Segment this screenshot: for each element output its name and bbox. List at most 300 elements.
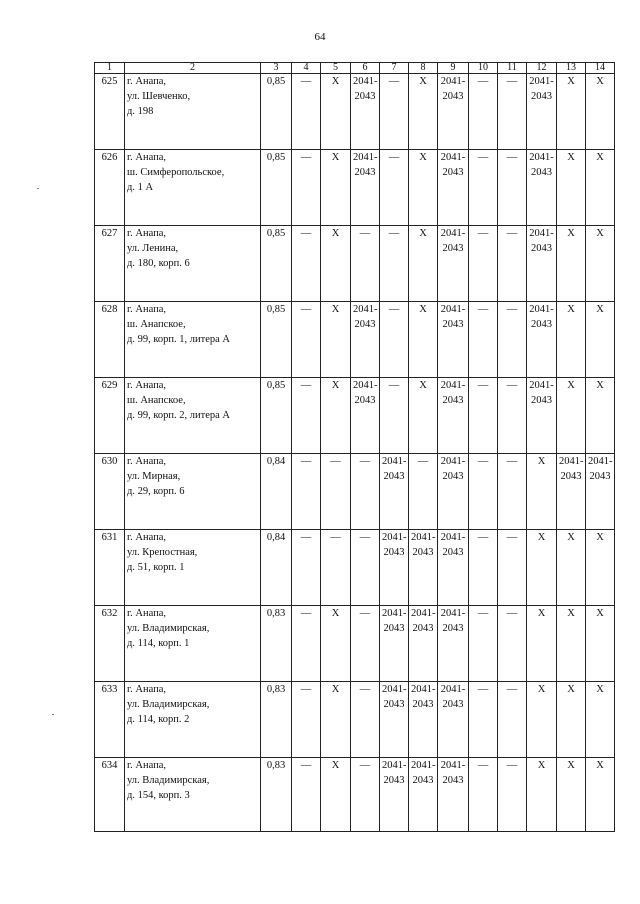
period-cell [498, 758, 527, 832]
address-line: ш. Симферопольское, [127, 167, 225, 178]
cell-line: — [477, 228, 489, 239]
cell-line: — [300, 228, 312, 239]
period-cell [586, 226, 615, 302]
address-line: г. Анапа, [127, 380, 167, 391]
period-cell [321, 758, 351, 832]
address-line: г. Анапа, [127, 532, 167, 543]
period-cell [557, 606, 586, 682]
cell-line: 2043 [354, 167, 376, 178]
cell-line: 2041- [529, 76, 554, 87]
cell-line: Х [419, 228, 427, 239]
cell-line: — [477, 304, 489, 315]
cell-line: 2043 [383, 547, 405, 558]
row-number: 634 [95, 758, 125, 832]
table-row [95, 302, 615, 378]
cell-line: — [330, 456, 341, 467]
cell-line: 2041- [588, 456, 613, 467]
period-cell [409, 226, 438, 302]
coefficient-cell: 0,85 [261, 378, 292, 454]
cell-line: Х [596, 152, 604, 163]
period-cell [380, 302, 409, 378]
period-cell [351, 226, 380, 302]
period-cell [498, 682, 527, 758]
period-cell [292, 226, 321, 302]
cell-line: — [417, 456, 429, 467]
cell-line: — [506, 152, 518, 163]
period-cell [586, 606, 615, 682]
period-cell [380, 150, 409, 226]
period-cell [527, 226, 557, 302]
period-cell [438, 454, 469, 530]
period-cell [321, 378, 351, 454]
cell-line: 2043 [383, 623, 405, 634]
cell-line: Х [537, 456, 546, 467]
column-header: 11 [498, 63, 527, 74]
cell-line: Х [567, 608, 575, 619]
period-cell [380, 758, 409, 832]
cell-line: Х [331, 608, 340, 619]
cell-line: Х [419, 304, 427, 315]
period-cell [469, 150, 498, 226]
period-cell [527, 606, 557, 682]
cell-line: 2043 [531, 243, 552, 254]
period-cell [586, 378, 615, 454]
address-line: д. 99, корп. 2, литера А [127, 410, 231, 421]
period-cell [351, 74, 380, 150]
column-header: 14 [586, 63, 615, 74]
period-cell [292, 150, 321, 226]
cell-line: — [300, 608, 312, 619]
cell-line: — [359, 760, 371, 771]
period-cell [498, 606, 527, 682]
coefficient-cell: 0,84 [261, 454, 292, 530]
cell-line: 2043 [412, 547, 434, 558]
period-cell [527, 530, 557, 606]
period-cell [498, 454, 527, 530]
period-cell [498, 150, 527, 226]
period-cell [351, 758, 380, 832]
cell-line: 2041- [529, 152, 554, 163]
cell-line: 2041- [411, 684, 436, 695]
column-header: 4 [292, 63, 321, 74]
cell-line: — [506, 228, 518, 239]
period-cell [557, 454, 586, 530]
column-header: 6 [351, 63, 380, 74]
cell-line: — [300, 456, 312, 467]
period-cell [438, 758, 469, 832]
period-cell [498, 530, 527, 606]
address-line: д. 114, корп. 1 [127, 638, 190, 649]
period-cell [498, 378, 527, 454]
cell-line: 2043 [412, 775, 434, 786]
period-cell [469, 606, 498, 682]
period-cell [380, 454, 409, 530]
period-cell [351, 454, 380, 530]
period-cell [409, 454, 438, 530]
cell-line: 2041- [440, 76, 466, 87]
cell-line: — [388, 304, 400, 315]
cell-line: 2041- [440, 760, 466, 771]
period-cell [586, 758, 615, 832]
column-header: 7 [380, 63, 409, 74]
cell-line: Х [331, 228, 340, 239]
cell-line: 2041- [382, 456, 407, 467]
period-cell [321, 682, 351, 758]
cell-line: — [300, 152, 312, 163]
period-cell [321, 74, 351, 150]
period-cell [438, 682, 469, 758]
period-cell [527, 150, 557, 226]
cell-line: 2043 [442, 623, 464, 634]
cell-line: 2041- [529, 228, 554, 239]
period-cell [351, 378, 380, 454]
period-cell [557, 758, 586, 832]
period-cell [292, 530, 321, 606]
column-header: 9 [438, 63, 469, 74]
cell-line: — [300, 76, 312, 87]
cell-line: Х [419, 76, 427, 87]
cell-line: 2043 [354, 91, 376, 102]
cell-line: — [506, 76, 518, 87]
period-cell [321, 150, 351, 226]
period-cell [380, 530, 409, 606]
address-line: г. Анапа, [127, 608, 167, 619]
period-cell [438, 74, 469, 150]
address-cell [125, 758, 261, 832]
row-number: 630 [95, 454, 125, 530]
address-cell [125, 150, 261, 226]
address-line: ш. Анапское, [127, 395, 186, 406]
period-cell [527, 758, 557, 832]
period-cell [351, 150, 380, 226]
cell-line: Х [537, 760, 546, 771]
address-cell [125, 682, 261, 758]
address-line: д. 114, корп. 2 [127, 714, 190, 725]
cell-line: Х [567, 228, 575, 239]
address-line: ул. Владимирская, [127, 699, 210, 710]
cell-line: — [388, 228, 400, 239]
data-table [94, 62, 615, 832]
period-cell [409, 758, 438, 832]
address-cell [125, 302, 261, 378]
address-cell [125, 226, 261, 302]
cell-line: 2041- [382, 684, 407, 695]
cell-line: 2041- [382, 608, 407, 619]
cell-line: 2041- [411, 608, 436, 619]
address-line: г. Анапа, [127, 228, 167, 239]
row-number: 633 [95, 682, 125, 758]
address-cell [125, 530, 261, 606]
cell-line: Х [596, 532, 604, 543]
cell-line: — [506, 304, 518, 315]
column-header: 1 [95, 63, 125, 74]
cell-line: 2041- [440, 228, 466, 239]
address-line: ул. Мирная, [127, 471, 181, 482]
cell-line: — [477, 684, 489, 695]
cell-line: — [477, 608, 489, 619]
address-line: д. 29, корп. 6 [127, 486, 185, 497]
period-cell [292, 454, 321, 530]
period-cell [438, 150, 469, 226]
cell-line: Х [596, 760, 604, 771]
period-cell [292, 74, 321, 150]
period-cell [409, 150, 438, 226]
column-header: 8 [409, 63, 438, 74]
cell-line: — [300, 380, 312, 391]
table-header [95, 63, 615, 74]
cell-line: — [477, 456, 489, 467]
cell-line: Х [537, 608, 546, 619]
cell-line: Х [567, 532, 575, 543]
address-line: ул. Владимирская, [127, 623, 210, 634]
period-cell [557, 226, 586, 302]
period-cell [527, 302, 557, 378]
period-cell [380, 74, 409, 150]
cell-line: Х [331, 760, 340, 771]
period-cell [321, 454, 351, 530]
address-cell [125, 454, 261, 530]
cell-line: 2041- [440, 456, 466, 467]
cell-line: Х [537, 532, 546, 543]
row-number: 626 [95, 150, 125, 226]
cell-line: 2043 [531, 319, 552, 330]
cell-line: — [477, 76, 489, 87]
cell-line: 2043 [383, 699, 405, 710]
page-number: 64 [314, 31, 326, 43]
table-row [95, 530, 615, 606]
period-cell [292, 302, 321, 378]
address-line: д. 198 [127, 106, 154, 117]
cell-line: 2043 [442, 547, 464, 558]
cell-line: 2041- [440, 380, 466, 391]
cell-line: Х [331, 380, 340, 391]
cell-line: 2041- [440, 304, 466, 315]
period-cell [409, 606, 438, 682]
column-header: 12 [527, 63, 557, 74]
cell-line: 2043 [442, 319, 464, 330]
column-header: 10 [469, 63, 498, 74]
cell-line: Х [419, 380, 427, 391]
cell-line: Х [331, 304, 340, 315]
address-line: ул. Шевченко, [127, 91, 191, 102]
cell-line: — [359, 532, 371, 543]
cell-line: 2043 [442, 395, 464, 406]
column-header: 13 [557, 63, 586, 74]
cell-line: 2043 [531, 91, 552, 102]
row-number: 628 [95, 302, 125, 378]
cell-line: 2041- [411, 760, 436, 771]
cell-line: 2041- [440, 608, 466, 619]
cell-line: Х [567, 76, 575, 87]
cell-line: — [388, 76, 400, 87]
row-number: 632 [95, 606, 125, 682]
period-cell [409, 682, 438, 758]
cell-line: — [477, 532, 489, 543]
cell-line: 2041- [382, 760, 407, 771]
cell-line: Х [331, 684, 340, 695]
address-line: г. Анапа, [127, 760, 167, 771]
cell-line: 2043 [442, 243, 464, 254]
cell-line: — [506, 532, 518, 543]
address-line: д. 99, корп. 1, литера А [127, 334, 231, 345]
period-cell [527, 454, 557, 530]
period-cell [557, 150, 586, 226]
cell-line: Х [567, 304, 575, 315]
period-cell [380, 226, 409, 302]
period-cell [498, 226, 527, 302]
cell-line: Х [596, 228, 604, 239]
coefficient-cell: 0,84 [261, 530, 292, 606]
cell-line: — [359, 608, 371, 619]
cell-line: 2043 [442, 91, 464, 102]
coefficient-cell: 0,83 [261, 682, 292, 758]
table-row [95, 606, 615, 682]
cell-line: — [388, 152, 400, 163]
cell-line: 2041- [440, 684, 466, 695]
period-cell [557, 530, 586, 606]
address-line: ул. Ленина, [127, 243, 179, 254]
period-cell [527, 74, 557, 150]
period-cell [409, 302, 438, 378]
period-cell [351, 530, 380, 606]
cell-line: 2043 [354, 395, 376, 406]
cell-line: 2041- [440, 152, 466, 163]
period-cell [380, 606, 409, 682]
period-cell [469, 378, 498, 454]
period-cell [292, 682, 321, 758]
address-cell [125, 74, 261, 150]
cell-line: Х [419, 152, 427, 163]
period-cell [557, 682, 586, 758]
period-cell [351, 682, 380, 758]
cell-line: 2041- [559, 456, 584, 467]
cell-line: Х [567, 760, 575, 771]
cell-line: — [300, 304, 312, 315]
period-cell [321, 226, 351, 302]
column-header: 2 [125, 63, 261, 74]
table-row [95, 758, 615, 832]
table-body [95, 74, 615, 832]
period-cell [438, 378, 469, 454]
cell-line: 2041- [529, 304, 554, 315]
address-line: г. Анапа, [127, 304, 167, 315]
period-cell [586, 682, 615, 758]
period-cell [557, 74, 586, 150]
address-line: ул. Крепостная, [127, 547, 198, 558]
period-cell [527, 682, 557, 758]
address-line: г. Анапа, [127, 684, 167, 695]
scan-speck [52, 714, 54, 715]
cell-line: — [359, 684, 371, 695]
cell-line: 2043 [442, 167, 464, 178]
period-cell [292, 606, 321, 682]
cell-line: 2041- [529, 380, 554, 391]
address-line: г. Анапа, [127, 76, 167, 87]
period-cell [469, 454, 498, 530]
cell-line: — [300, 760, 312, 771]
cell-line: — [477, 380, 489, 391]
address-line: д. 154, корп. 3 [127, 790, 190, 801]
address-line: д. 1 А [127, 182, 154, 193]
column-header: 5 [321, 63, 351, 74]
cell-line: 2043 [589, 471, 611, 482]
cell-line: Х [567, 380, 575, 391]
cell-line: Х [596, 76, 604, 87]
cell-line: — [506, 760, 518, 771]
cell-line: 2043 [531, 167, 552, 178]
period-cell [498, 302, 527, 378]
cell-line: 2041- [353, 152, 378, 163]
period-cell [380, 378, 409, 454]
table-row [95, 454, 615, 530]
cell-line: Х [537, 684, 546, 695]
header-row [95, 63, 615, 74]
cell-line: Х [331, 76, 340, 87]
period-cell [557, 378, 586, 454]
scan-speck [37, 188, 39, 189]
row-number: 629 [95, 378, 125, 454]
cell-line: 2043 [531, 395, 552, 406]
column-header: 3 [261, 63, 292, 74]
cell-line: 2043 [442, 471, 464, 482]
period-cell [527, 378, 557, 454]
cell-line: Х [596, 380, 604, 391]
period-cell [438, 226, 469, 302]
cell-line: — [359, 456, 371, 467]
cell-line: 2041- [382, 532, 407, 543]
period-cell [438, 530, 469, 606]
address-line: д. 51, корп. 1 [127, 562, 185, 573]
cell-line: 2041- [353, 380, 378, 391]
coefficient-cell: 0,85 [261, 150, 292, 226]
cell-line: — [506, 456, 518, 467]
row-number: 627 [95, 226, 125, 302]
period-cell [586, 530, 615, 606]
cell-line: 2041- [353, 304, 378, 315]
cell-line: — [300, 684, 312, 695]
address-line: г. Анапа, [127, 456, 167, 467]
cell-line: 2043 [354, 319, 376, 330]
period-cell [321, 302, 351, 378]
period-cell [469, 302, 498, 378]
cell-line: 2041- [353, 76, 378, 87]
cell-line: — [300, 532, 312, 543]
table-row [95, 682, 615, 758]
period-cell [409, 378, 438, 454]
period-cell [321, 606, 351, 682]
cell-line: 2043 [383, 775, 405, 786]
cell-line: Х [331, 152, 340, 163]
period-cell [498, 74, 527, 150]
coefficient-cell: 0,83 [261, 758, 292, 832]
period-cell [438, 302, 469, 378]
cell-line: Х [596, 684, 604, 695]
cell-line: Х [596, 304, 604, 315]
cell-line: — [477, 760, 489, 771]
period-cell [469, 758, 498, 832]
period-cell [469, 530, 498, 606]
period-cell [586, 454, 615, 530]
cell-line: — [388, 380, 400, 391]
cell-line: — [477, 152, 489, 163]
period-cell [409, 530, 438, 606]
period-cell [292, 758, 321, 832]
cell-line: — [330, 532, 341, 543]
period-cell [586, 302, 615, 378]
period-cell [321, 530, 351, 606]
period-cell [438, 606, 469, 682]
coefficient-cell: 0,85 [261, 74, 292, 150]
